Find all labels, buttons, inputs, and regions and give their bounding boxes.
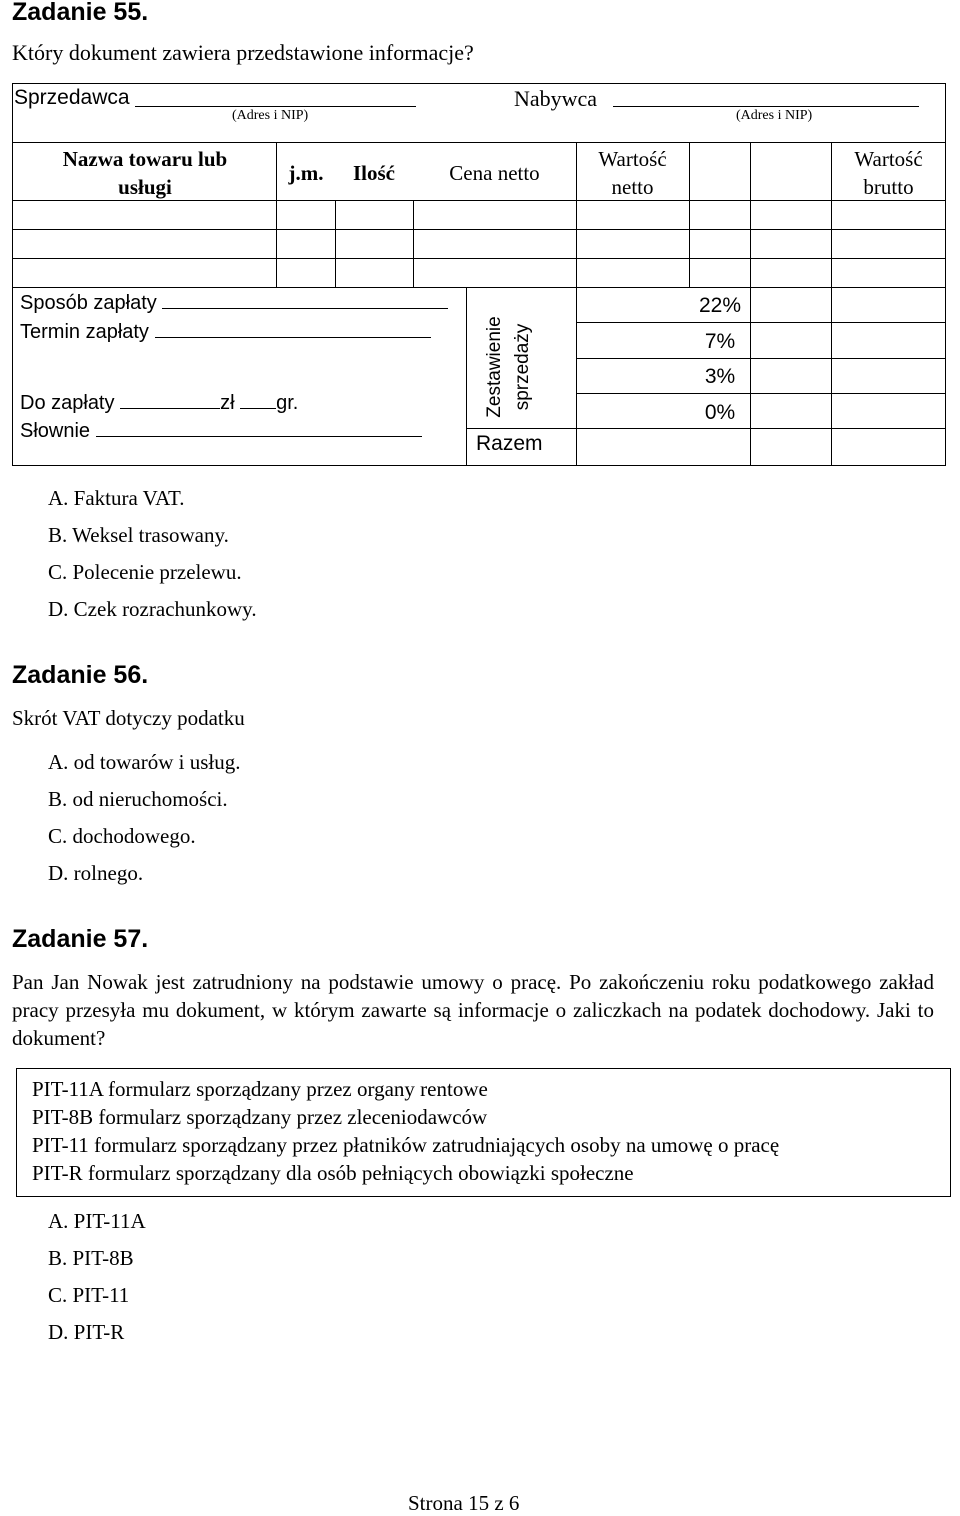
grid-line <box>576 393 946 394</box>
grid-line <box>413 200 414 287</box>
pit-box-line: PIT-11A formularz sporządzany przez organy rentowe <box>32 1077 488 1101</box>
grid-line <box>335 200 336 287</box>
answer-57-b: B. PIT-8B <box>48 1246 134 1270</box>
buyer-line <box>613 106 919 107</box>
payment-term-label: Termin zapłaty <box>20 319 431 344</box>
buyer-label: Nabywca <box>514 86 598 111</box>
answer-57-d: D. PIT-R <box>48 1320 125 1344</box>
grid-line <box>689 142 690 287</box>
grid-line <box>466 428 946 429</box>
grid-line <box>466 287 467 465</box>
col-price-header: Cena netto <box>449 161 540 185</box>
grid-line <box>12 142 946 143</box>
amount-due-label: Do zapłaty zł gr. <box>20 392 299 414</box>
in-words-label: Słownie <box>20 418 422 443</box>
in-words-field <box>96 418 422 437</box>
col-gross-header: Wartość brutto <box>854 147 923 199</box>
amount-gr-field <box>240 390 276 409</box>
payment-method-label: Sposób zapłaty <box>20 290 448 315</box>
col-qty-header: Ilość <box>353 161 395 185</box>
answer-55-c: C. Polecenie przelewu. <box>48 560 242 584</box>
vat-rate-0: 0% <box>704 401 736 424</box>
grid-line <box>576 322 946 323</box>
grid-line <box>750 287 751 465</box>
seller-subtitle: (Adres i NIP) <box>232 108 309 123</box>
answer-56-a: A. od towarów i usług. <box>48 750 241 774</box>
seller-label: Sprzedawca <box>14 86 130 109</box>
pit-box-line: PIT-11 formularz sporządzany przez płatników zatrudniających osoby na umowę o pracę <box>32 1133 780 1157</box>
vat-rate-22: 22% <box>698 294 742 317</box>
total-label: Razem <box>476 432 543 455</box>
task-55-question: Który dokument zawiera przedstawione informacje? <box>12 40 474 65</box>
seller-line <box>135 106 416 107</box>
sales-summary-label: Zestawienie sprzedaży <box>484 316 533 418</box>
grid-line <box>576 358 946 359</box>
col-unit-header: j.m. <box>288 161 324 185</box>
answer-56-d: D. rolnego. <box>48 861 144 885</box>
grid-line <box>12 258 946 259</box>
amount-zl-field <box>120 390 220 409</box>
grid-line <box>750 142 751 287</box>
task-56-question: Skrót VAT dotyczy podatku <box>12 706 245 730</box>
payment-term-field <box>155 319 431 338</box>
answer-56-b: B. od nieruchomości. <box>48 787 228 811</box>
page-footer: Strona 15 z 6 <box>408 1491 520 1515</box>
buyer-subtitle: (Adres i NIP) <box>736 108 813 123</box>
answer-55-b: B. Weksel trasowany. <box>48 523 229 547</box>
answer-55-a: A. Faktura VAT. <box>48 486 185 510</box>
task-57-title: Zadanie 57. <box>12 925 149 953</box>
grid-line <box>12 229 946 230</box>
grid-line <box>12 287 946 288</box>
task-56-title: Zadanie 56. <box>12 661 149 689</box>
pit-box-line: PIT-8B formularz sporządzany przez zleceniodawców <box>32 1105 488 1129</box>
answer-57-a: A. PIT-11A <box>48 1209 146 1233</box>
answer-57-c: C. PIT-11 <box>48 1283 130 1307</box>
task-55-title: Zadanie 55. <box>12 0 149 26</box>
pit-box-line: PIT-R formularz sporządzany dla osób pełniących obowiązki społeczne <box>32 1161 634 1185</box>
col-name-header: Nazwa towaru lub usługi <box>62 147 228 199</box>
col-net-header: Wartość netto <box>598 147 667 199</box>
vat-rate-3: 3% <box>704 365 736 388</box>
task-57-question: Pan Jan Nowak jest zatrudniony na podstawie umowy o pracę. Po zakończeniu roku podatkowego zakład pracy przesyła mu dokument, w którym zawarte są informacje o zaliczkach na podatek dochodowy. Jaki to dokument? <box>12 970 934 1050</box>
answer-55-d: D. Czek rozrachunkowy. <box>48 597 257 621</box>
vat-rate-7: 7% <box>704 330 736 353</box>
answer-56-c: C. dochodowego. <box>48 824 196 848</box>
payment-method-field <box>162 290 448 309</box>
